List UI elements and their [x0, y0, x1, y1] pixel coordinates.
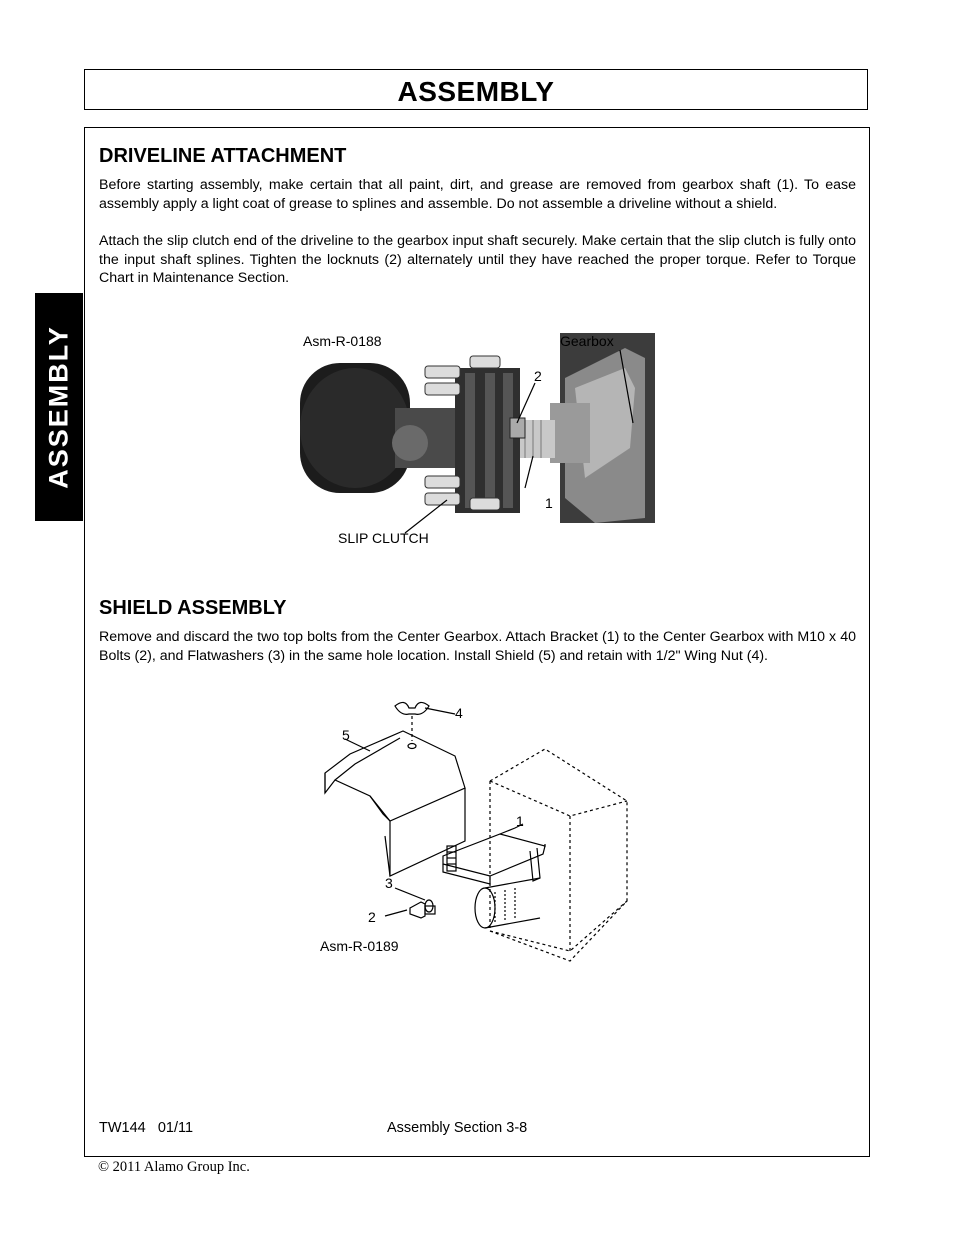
side-tab-label: ASSEMBLY	[43, 325, 74, 489]
callout-1: 1	[545, 495, 553, 511]
callout-4: 4	[455, 705, 463, 721]
shield-paragraph: Remove and discard the two top bolts from the Center Gearbox. Attach Bracket (1) to the Center Gearbox with M10 x 40 Bolts (2), and Flatwashers (3) in the same hole location. Install Shield (5) and retain with 1/2" Wing Nut (4).	[99, 629, 856, 664]
shield-callout-2: 2	[368, 909, 376, 925]
shield-callout-1: 1	[516, 813, 524, 829]
page-header	[84, 69, 868, 110]
driveline-photo	[295, 328, 655, 558]
shield-heading: SHIELD ASSEMBLY	[99, 597, 287, 619]
content-panel	[84, 127, 870, 1157]
shield-drawing	[315, 696, 635, 966]
side-section-tab	[35, 293, 83, 521]
copyright: © 2011 Alamo Group Inc.	[98, 1159, 250, 1175]
footer-section: Assembly Section 3-8	[387, 1120, 528, 1136]
slip-clutch-label: SLIP CLUTCH	[338, 530, 429, 546]
callout-5: 5	[342, 727, 350, 743]
gearbox-label: Gearbox	[560, 333, 614, 349]
driveline-figure	[295, 328, 655, 558]
callout-3: 3	[385, 875, 393, 891]
figure-1-id: Asm-R-0188	[303, 333, 382, 349]
driveline-paragraph-1: Before starting assembly, make certain that all paint, dirt, and grease are removed from gearbox shaft (1). To ease assembly apply a light coat of grease to splines and assemble. Do not assemble a driveline without a shield.	[99, 177, 856, 212]
footer-doc-id: TW144 01/11	[99, 1120, 194, 1136]
shield-figure	[315, 696, 635, 966]
page-title: ASSEMBLY	[397, 76, 555, 107]
callout-2: 2	[534, 368, 542, 384]
callout-1-leader	[525, 456, 533, 488]
driveline-paragraph-2: Attach the slip clutch end of the driveline to the gearbox input shaft securely. Make certain that the slip clutch is fully onto the input shaft splines. Tighten the locknuts (2) alternately until they have reached the proper torque. Refer to Torque Chart in Maintenance Section.	[99, 233, 856, 287]
driveline-heading: DRIVELINE ATTACHMENT	[99, 145, 347, 167]
figure-2-id: Asm-R-0189	[320, 938, 399, 954]
